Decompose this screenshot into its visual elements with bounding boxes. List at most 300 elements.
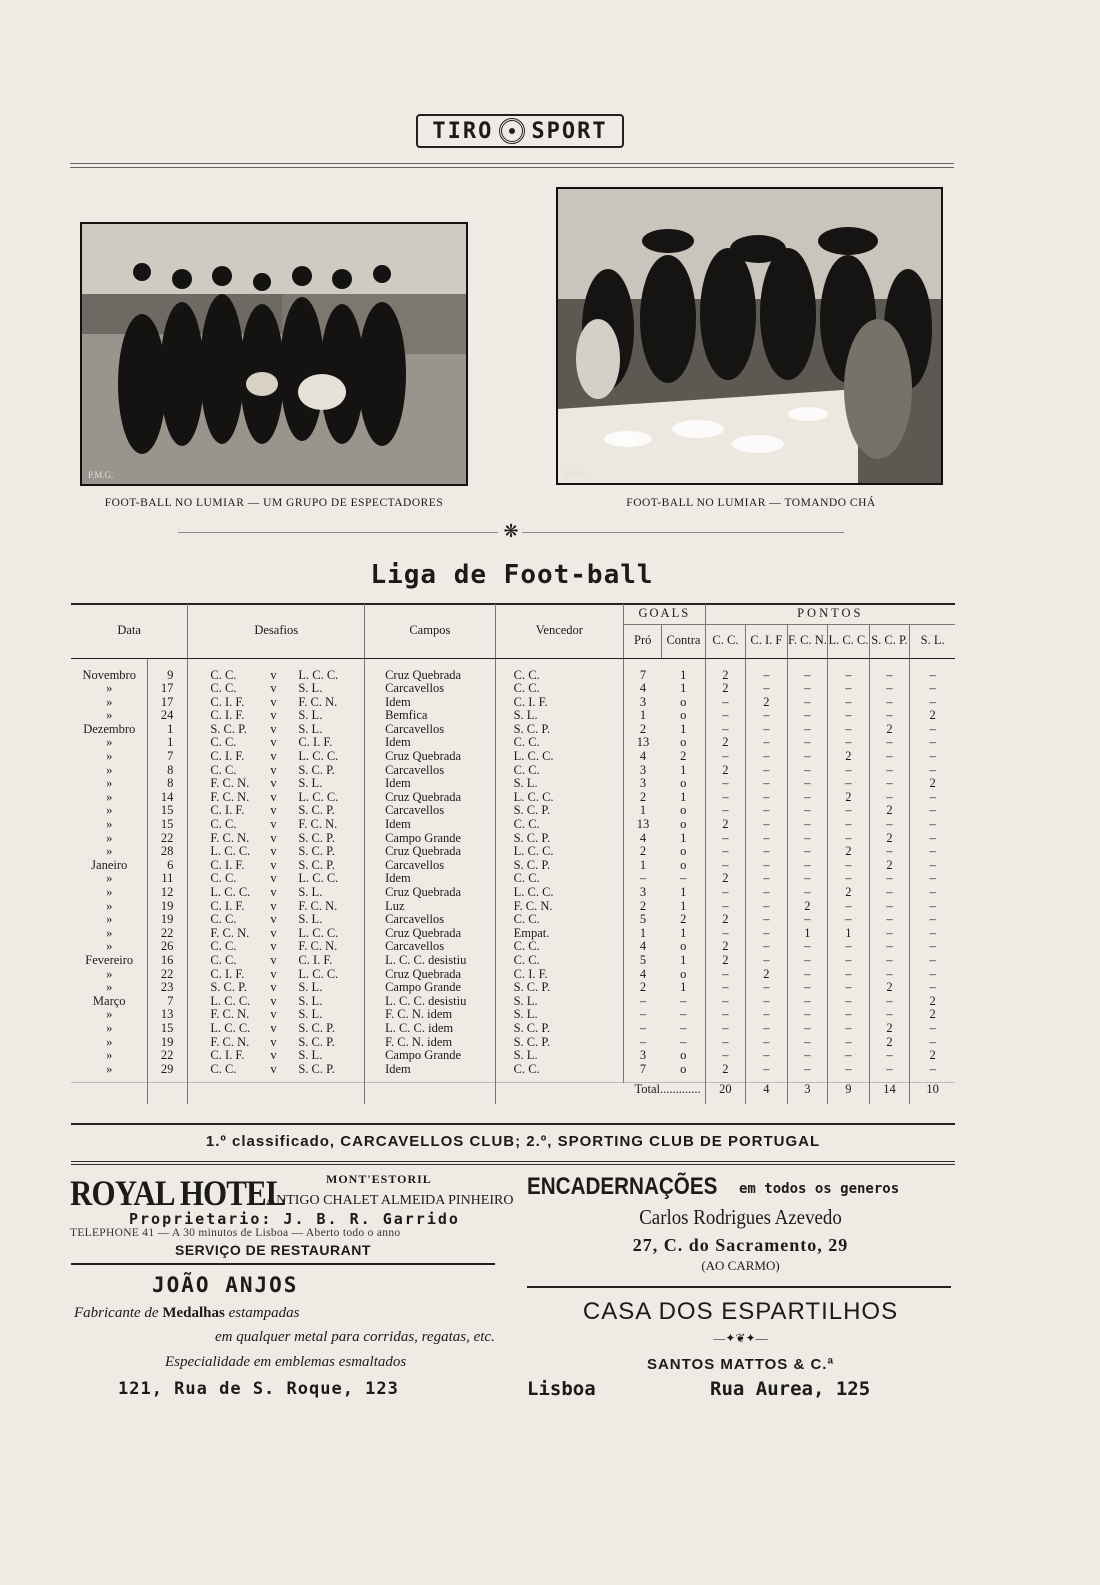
month-cell: » (106, 980, 113, 995)
pro-cell: 3 (624, 777, 662, 791)
points-cc: – (705, 1049, 746, 1063)
month-cell: » (106, 885, 113, 899)
points-cc: 2 (705, 669, 746, 683)
match-cell (188, 832, 365, 846)
points-scp: – (869, 736, 910, 750)
total-fcn: 3 (787, 1082, 828, 1104)
points-sl: – (910, 913, 955, 927)
match-cell (188, 913, 365, 927)
points-cc: – (705, 791, 746, 805)
pro-cell: 2 (624, 723, 662, 737)
day-cell: 1 (148, 723, 188, 737)
campo-cell: Idem (365, 777, 496, 791)
contra-cell: o (680, 708, 687, 723)
day-cell: 15 (148, 818, 188, 832)
away-team: F. C. N. (298, 939, 338, 954)
header-vencedor: Vencedor (495, 604, 623, 658)
month-cell: Janeiro (91, 857, 128, 872)
points-cc: 2 (705, 940, 746, 954)
ad-royal-place: MONT'ESTORIL (326, 1172, 432, 1186)
contra-cell: o (680, 776, 687, 791)
points-cc: – (705, 981, 746, 995)
away-team: S. L. (298, 912, 323, 927)
pro-cell: 13 (624, 818, 662, 832)
points-lcc: – (828, 872, 869, 886)
home-team: C. C. (210, 912, 237, 927)
points-cif: – (746, 682, 787, 696)
table-row (71, 845, 955, 859)
away-team: S. C. P. (298, 1061, 335, 1076)
vencedor-cell: C. C. (495, 1063, 623, 1077)
match-cell (188, 995, 365, 1009)
month-cell: » (106, 1007, 113, 1022)
match-cell (188, 764, 365, 778)
away-team: L. C. C. (298, 789, 339, 804)
away-team: F. C. N. (298, 817, 338, 832)
points-scp: 2 (869, 804, 910, 818)
pro-cell: 2 (624, 981, 662, 995)
header-desafios: Desafios (188, 604, 365, 658)
pro-cell: – (624, 1036, 662, 1050)
away-team: S. C. P. (298, 857, 335, 872)
home-team: F. C. N. (210, 776, 250, 791)
match-cell (188, 927, 365, 941)
away-team: S. L. (298, 1048, 323, 1063)
campo-cell: Idem (365, 818, 496, 832)
home-team: C. I. F. (210, 708, 245, 723)
campo-cell: Carcavellos (365, 913, 496, 927)
points-cif: – (746, 900, 787, 914)
versus: v (270, 749, 277, 764)
points-sl: – (910, 845, 955, 859)
campo-cell: Carcavellos (365, 940, 496, 954)
day-cell: 19 (148, 1036, 188, 1050)
ad-royal-service: SERVIÇO DE RESTAURANT (175, 1242, 371, 1258)
pro-cell: – (624, 1022, 662, 1036)
table-row (71, 872, 955, 886)
day-cell: 19 (148, 913, 188, 927)
points-fcn: – (787, 791, 828, 805)
campo-cell: Bemfica (365, 709, 496, 723)
versus: v (270, 694, 277, 709)
campo-cell: Carcavellos (365, 723, 496, 737)
table-row (71, 954, 955, 968)
points-scp: 2 (869, 1022, 910, 1036)
points-cif: 2 (746, 968, 787, 982)
points-cif: – (746, 913, 787, 927)
divider-right (522, 532, 844, 533)
masthead-right: SPORT (531, 118, 608, 144)
points-sl: – (910, 1022, 955, 1036)
header-club-fcn: F. C. N. (787, 624, 828, 658)
ad-royal-sub: ANTIGO CHALET ALMEIDA PINHEIRO (266, 1193, 514, 1208)
campo-cell: L. C. C. desistiu (365, 995, 496, 1009)
points-cc: 2 (705, 818, 746, 832)
contra-cell: 1 (680, 952, 687, 967)
points-sl: – (910, 1036, 955, 1050)
away-team: C. I. F. (298, 952, 333, 967)
month-cell: » (106, 803, 113, 818)
ad-joao-line3: Especialidade em emblemas esmaltados (165, 1354, 407, 1370)
points-lcc: – (828, 682, 869, 696)
points-lcc: – (828, 995, 869, 1009)
points-cif: 2 (746, 696, 787, 710)
away-team: S. L. (298, 681, 323, 696)
points-sl: – (910, 791, 955, 805)
points-cc: – (705, 804, 746, 818)
table-row (71, 927, 955, 941)
vencedor-cell: C. C. (495, 682, 623, 696)
pro-cell: 4 (624, 832, 662, 846)
versus: v (270, 912, 277, 927)
points-cif: – (746, 940, 787, 954)
day-cell: 11 (148, 872, 188, 886)
points-sl: – (910, 682, 955, 696)
away-team: C. I. F. (298, 735, 333, 750)
pro-cell: 4 (624, 750, 662, 764)
campo-cell: Cruz Quebrada (365, 750, 496, 764)
month-cell: » (106, 694, 113, 709)
ad-casa-name: SANTOS MATTOS & C.ª (646, 1356, 835, 1373)
points-scp: – (869, 954, 910, 968)
points-lcc: 2 (828, 886, 869, 900)
match-cell (188, 750, 365, 764)
home-team: C. C. (210, 681, 237, 696)
points-scp: – (869, 764, 910, 778)
total-cc: 20 (705, 1082, 746, 1104)
table-row (71, 940, 955, 954)
table-row (71, 968, 955, 982)
totals-row (71, 1082, 955, 1104)
points-lcc: – (828, 1008, 869, 1022)
match-cell (188, 791, 365, 805)
versus: v (270, 803, 277, 818)
points-cc: – (705, 750, 746, 764)
points-scp: – (869, 682, 910, 696)
vencedor-cell: S. L. (495, 777, 623, 791)
match-cell (188, 859, 365, 873)
points-fcn: – (787, 995, 828, 1009)
total-label: Total............. (495, 1082, 705, 1104)
points-scp: 2 (869, 981, 910, 995)
points-scp: 2 (869, 1036, 910, 1050)
vencedor-cell: S. L. (495, 1049, 623, 1063)
month-cell: » (106, 966, 113, 981)
away-team: L. C. C. (298, 966, 339, 981)
points-lcc: – (828, 954, 869, 968)
points-cc: – (705, 845, 746, 859)
month-cell: » (106, 1034, 113, 1049)
month-cell: » (106, 1061, 113, 1076)
table-row (71, 682, 955, 696)
ad-joao-line2: em qualquer metal para corridas, regatas, etc. (215, 1329, 495, 1345)
table-row (71, 723, 955, 737)
away-team: F. C. N. (298, 898, 338, 913)
vencedor-cell: C. C. (495, 764, 623, 778)
points-fcn: – (787, 886, 828, 900)
points-sl: – (910, 736, 955, 750)
points-scp: – (869, 900, 910, 914)
versus: v (270, 871, 277, 886)
header-club-lcc: L. C. C. (828, 624, 869, 658)
away-team: L. C. C. (298, 871, 339, 886)
pro-cell: 2 (624, 900, 662, 914)
points-sl: – (910, 818, 955, 832)
points-lcc: – (828, 804, 869, 818)
points-fcn: – (787, 764, 828, 778)
pro-cell: 7 (624, 1063, 662, 1077)
day-cell: 8 (148, 764, 188, 778)
table-row (71, 777, 955, 791)
photo-tea (556, 187, 943, 485)
day-cell: 28 (148, 845, 188, 859)
away-team: S. C. P. (298, 762, 335, 777)
vencedor-cell: C. C. (495, 940, 623, 954)
points-scp: – (869, 913, 910, 927)
month-cell: Março (92, 993, 126, 1008)
points-sl: – (910, 886, 955, 900)
points-sl: – (910, 927, 955, 941)
points-sl: – (910, 669, 955, 683)
points-fcn: – (787, 804, 828, 818)
points-cc: – (705, 859, 746, 873)
versus: v (270, 681, 277, 696)
month-cell: » (106, 681, 113, 696)
vencedor-cell: C. C. (495, 872, 623, 886)
ad-casa-address: Rua Aurea, 125 (710, 1378, 871, 1400)
contra-cell: o (680, 966, 687, 981)
campo-cell: Cruz Quebrada (365, 669, 496, 683)
match-cell (188, 669, 365, 683)
campo-cell: Carcavellos (365, 804, 496, 818)
table-row (71, 736, 955, 750)
table-row (71, 1008, 955, 1022)
points-fcn: – (787, 1049, 828, 1063)
ad-joao-name: JOÃO ANJOS (152, 1273, 299, 1297)
points-cc: – (705, 777, 746, 791)
points-lcc: – (828, 736, 869, 750)
header-club-cif: C. I. F (746, 624, 787, 658)
versus: v (270, 966, 277, 981)
points-scp: – (869, 940, 910, 954)
total-lcc: 9 (828, 1082, 869, 1104)
table-row (71, 1063, 955, 1077)
header-data: Data (71, 604, 188, 658)
points-cif: – (746, 886, 787, 900)
day-cell: 15 (148, 1022, 188, 1036)
day-cell: 13 (148, 1008, 188, 1022)
home-team: C. I. F. (210, 898, 245, 913)
vencedor-cell: S. C. P. (495, 1022, 623, 1036)
day-cell: 24 (148, 709, 188, 723)
home-team: S. C. P. (210, 980, 247, 995)
points-scp: 2 (869, 832, 910, 846)
away-team: S. C. P. (298, 830, 335, 845)
pro-cell: 2 (624, 845, 662, 859)
ad-joao-line1-c: estampadas (224, 1305, 300, 1321)
month-cell: » (106, 735, 113, 750)
away-team: S. C. P. (298, 803, 335, 818)
points-fcn: – (787, 1036, 828, 1050)
points-lcc: 1 (828, 927, 869, 941)
vencedor-cell: S. L. (495, 709, 623, 723)
points-fcn: – (787, 954, 828, 968)
points-cc: – (705, 886, 746, 900)
points-scp: – (869, 886, 910, 900)
campo-cell: F. C. N. idem (365, 1036, 496, 1050)
ad-royal-owner: Proprietario: J. B. R. Garrido (129, 1210, 460, 1228)
points-fcn: – (787, 1022, 828, 1036)
home-team: F. C. N. (210, 1034, 250, 1049)
points-cif: – (746, 764, 787, 778)
points-sl: 2 (910, 995, 955, 1009)
points-cif: – (746, 1036, 787, 1050)
header-club-scp: S. C. P. (869, 624, 910, 658)
classification-line: 1.º classificado, CARCAVELLOS CLUB; 2.º, SPORTING CLUB DE PORTUGAL (205, 1133, 821, 1150)
away-team: L. C. C. (298, 925, 339, 940)
total-cif: 4 (746, 1082, 787, 1104)
points-scp: – (869, 709, 910, 723)
header-campos: Campos (365, 604, 496, 658)
match-cell (188, 900, 365, 914)
header-pontos: PONTOS (705, 604, 955, 624)
campo-cell: Idem (365, 696, 496, 710)
points-cc: 2 (705, 954, 746, 968)
campo-cell: Idem (365, 736, 496, 750)
table-row (71, 995, 955, 1009)
points-cc: – (705, 1036, 746, 1050)
points-fcn: – (787, 669, 828, 683)
pro-cell: 4 (624, 968, 662, 982)
ad-joao-line1-a: Fabricante de (74, 1305, 163, 1321)
campo-cell: Cruz Quebrada (365, 886, 496, 900)
points-fcn: 2 (787, 900, 828, 914)
table-row (71, 981, 955, 995)
pro-cell: 1 (624, 804, 662, 818)
contra-cell: o (680, 817, 687, 832)
points-cif: – (746, 872, 787, 886)
versus: v (270, 667, 277, 682)
table-row (71, 804, 955, 818)
points-lcc: – (828, 777, 869, 791)
table-row (71, 764, 955, 778)
day-cell: 9 (148, 669, 188, 683)
pro-cell: – (624, 872, 662, 886)
day-cell: 19 (148, 900, 188, 914)
vencedor-cell: Empat. (495, 927, 623, 941)
points-fcn: – (787, 940, 828, 954)
points-lcc: 2 (828, 750, 869, 764)
header-goals: GOALS (624, 604, 706, 624)
campo-cell: L. C. C. idem (365, 1022, 496, 1036)
contra-cell: 1 (680, 721, 687, 736)
away-team: S. L. (298, 721, 323, 736)
contra-cell: o (680, 857, 687, 872)
match-cell (188, 1063, 365, 1077)
month-cell: » (106, 912, 113, 927)
vencedor-cell: L. C. C. (495, 791, 623, 805)
table-row (71, 913, 955, 927)
league-title: Liga de Foot-ball (370, 560, 654, 590)
home-team: C. C. (210, 735, 237, 750)
points-lcc: – (828, 1036, 869, 1050)
points-cc: – (705, 1008, 746, 1022)
points-fcn: – (787, 981, 828, 995)
ornament-icon: —✦❦✦— (713, 1331, 768, 1345)
points-scp: – (869, 872, 910, 886)
points-cif: – (746, 777, 787, 791)
campo-cell: Campo Grande (365, 832, 496, 846)
points-cc: 2 (705, 1063, 746, 1077)
home-team: S. C. P. (210, 721, 247, 736)
points-cif: – (746, 750, 787, 764)
pro-cell: 3 (624, 764, 662, 778)
contra-cell: 1 (680, 762, 687, 777)
home-team: F. C. N. (210, 830, 250, 845)
points-cif: – (746, 1063, 787, 1077)
contra-cell: 2 (680, 912, 687, 927)
points-fcn: – (787, 696, 828, 710)
points-sl: 2 (910, 1008, 955, 1022)
ad-encad-rule (527, 1286, 951, 1288)
points-cif: – (746, 723, 787, 737)
points-sl: – (910, 981, 955, 995)
contra-cell: o (680, 694, 687, 709)
ad-casa-city: Lisboa (527, 1378, 596, 1400)
photo-initials-right: P.M.G. (564, 469, 590, 479)
home-team: F. C. N. (210, 789, 250, 804)
match-cell (188, 845, 365, 859)
month-cell: » (106, 898, 113, 913)
classification-bottom-rule (71, 1161, 955, 1165)
points-lcc: – (828, 900, 869, 914)
points-lcc: – (828, 1049, 869, 1063)
day-cell: 17 (148, 696, 188, 710)
pro-cell: 3 (624, 886, 662, 900)
month-cell: » (106, 830, 113, 845)
ad-encad-note: (AO CARMO) (701, 1258, 780, 1273)
classification-top-rule (71, 1123, 955, 1125)
away-team: S. L. (298, 885, 323, 899)
away-team: S. C. P. (298, 1034, 335, 1049)
points-fcn: – (787, 818, 828, 832)
points-lcc: – (828, 696, 869, 710)
points-fcn: – (787, 1008, 828, 1022)
day-cell: 1 (148, 736, 188, 750)
points-scp: – (869, 1063, 910, 1077)
home-team: C. I. F. (210, 694, 245, 709)
ad-joao-line1 (74, 1305, 299, 1322)
versus: v (270, 721, 277, 736)
pro-cell: 5 (624, 913, 662, 927)
contra-cell: 1 (680, 885, 687, 899)
vencedor-cell: S. C. P. (495, 981, 623, 995)
away-team: S. L. (298, 993, 323, 1008)
away-team: L. C. C. (298, 667, 339, 682)
ad-joao-address: 121, Rua de S. Roque, 123 (118, 1379, 399, 1399)
day-cell: 26 (148, 940, 188, 954)
points-sl: – (910, 750, 955, 764)
pro-cell: – (624, 995, 662, 1009)
points-scp: – (869, 791, 910, 805)
day-cell: 14 (148, 791, 188, 805)
versus: v (270, 980, 277, 995)
points-fcn: – (787, 682, 828, 696)
versus: v (270, 776, 277, 791)
points-scp: – (869, 1049, 910, 1063)
vencedor-cell: C. C. (495, 913, 623, 927)
home-team: C. C. (210, 817, 237, 832)
